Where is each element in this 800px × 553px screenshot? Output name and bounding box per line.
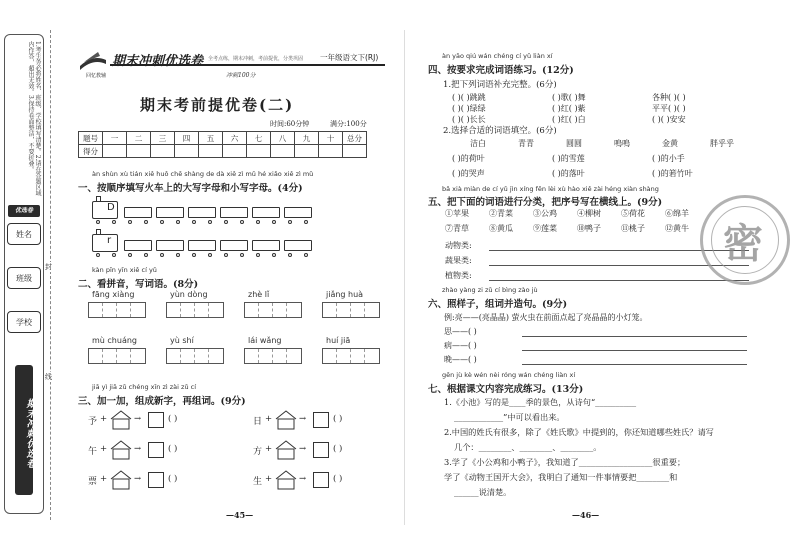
word-choices [470,138,750,150]
page-number-left: —45— [226,510,254,520]
train-upper [92,197,402,227]
q7-pinyin: gēn jù kè wén nèi róng wán chéng liàn xí [442,371,576,379]
q5-heading: 五、把下面的词语进行分类，把序号写在横线上。(9分) [428,197,663,208]
train-wagon[interactable] [124,240,152,251]
train-wheel [288,253,292,257]
word-pinyin: zhè lǐ [248,290,270,299]
train-wagon[interactable] [252,207,280,218]
train-wheel [224,220,228,224]
classify-item: ③公鸡 [533,209,557,218]
exam-notes: 1.考生务必将姓名、班级、学校填写清楚。2.请在答题区域内作答，超出无效。3.保持卷面整洁，不要折叠。 [27,41,41,197]
component-char: 方 [253,447,263,457]
score-header-cell: 三 [151,132,175,145]
arrow-sign: → [299,474,307,484]
classify-item: ⑧黄瓜 [489,224,513,233]
component-char: 日 [253,417,263,427]
word-stem[interactable]: 思——( ) [444,327,477,336]
answer-box[interactable] [313,442,329,458]
score-header-cell: 八 [271,132,295,145]
train-wheel [112,253,116,257]
word-choice: 嗚嗚 [614,139,630,148]
q1-heading: 一、按顺序填写火车上的大写字母和小写字母。(4分) [78,183,303,194]
train-wheel [224,253,228,257]
char-box[interactable] [244,348,302,364]
train-wheel [192,253,196,257]
score-header-cell: 总分 [343,132,367,145]
char-box[interactable] [166,348,224,364]
score-header-cell: 六 [223,132,247,145]
score-cell[interactable] [271,145,295,158]
classify-item: ⑦青草 [445,224,469,233]
char-box[interactable] [244,302,302,318]
char-box[interactable] [322,348,380,364]
word-pinyin: yù shí [170,336,194,345]
train-wheel [96,220,100,224]
char-box[interactable] [166,302,224,318]
plus-sign: + [265,474,273,484]
component-char: 予 [88,417,98,427]
q7-lines [444,397,774,507]
passage-line[interactable]: ______说清楚。 [454,487,512,497]
word-choice: 洁白 [470,139,486,148]
passage-line[interactable]: 几个：________、________、________。 [454,442,602,452]
page-divider [404,30,405,525]
stamp-char: 密 [723,220,763,267]
word-stem[interactable]: 病——( ) [444,341,477,350]
name-field[interactable]: 姓名 [7,223,41,245]
page-title: 期末考前提优卷(二) [140,96,295,114]
train-wheel [176,220,180,224]
sentence-line[interactable] [522,364,747,365]
q5-pinyin: bǎ xià miàn de cí yǔ jìn xíng fēn lèi xù hào xiě zài héng xiàn shàng [442,185,659,193]
house-box-icon[interactable] [275,440,297,460]
score-cell[interactable] [223,145,247,158]
q6-pinyin: zhào yàng zi zǔ cí bìng zào jù [442,286,538,294]
word-blank[interactable]: ( ) [168,444,178,454]
word-pinyin: mù chuáng [92,336,137,345]
score-header-cell: 四 [175,132,199,145]
passage-line[interactable]: 学了《动物王国开大会》，我明白了通知一件事情要把________和 [444,472,678,482]
score-header-cell: 二 [127,132,151,145]
score-header-cell: 题号 [79,132,103,145]
train-wheel [176,253,180,257]
school-field[interactable]: 学校 [7,311,41,333]
q4-pinyin: àn yāo qiú wán chéng cí yǔ liàn xí [442,52,553,60]
q4-sub2: 2.选择合适的词语填空。(6分) [443,126,557,136]
train-wagon[interactable] [284,207,312,218]
fill-word-item[interactable]: 平平( )( ) [652,104,686,113]
q2-pinyin: kàn pīn yīn xiě cí yǔ [92,266,157,274]
brand-logo [78,50,108,72]
word-pinyin: jiǎng huà [326,290,364,299]
train-wheel [288,220,292,224]
word-blank[interactable]: ( ) [168,474,178,484]
header-publisher: 回忆教辅 [86,73,107,79]
train-wheel [256,253,260,257]
passage-line[interactable]: 2.中国的姓氏有很多，除了《姓氏歌》中提到的，你还知道哪些姓氏？请写 [444,427,714,437]
q6-example: 例:亮——(亮晶晶) 萤火虫在前面点起了亮晶晶的小灯笼。 [444,313,648,322]
word-blank[interactable]: ( ) [168,414,178,424]
choice-blank[interactable]: ( )的小手 [652,154,685,163]
chimney [96,229,101,235]
q6-heading: 六、照样子，组词并造句。(9分) [428,299,568,310]
house-box-icon[interactable] [110,440,132,460]
header-rule [110,64,385,66]
classify-item: ⑤荷花 [621,209,645,218]
q3-heading: 三、加一加，组成新字，再组词。(9分) [78,396,246,407]
train-wheel [304,220,308,224]
category-label: 植物类: [445,271,472,280]
q4-heading: 四、按要求完成词语练习。(12分) [428,65,574,76]
choice-blanks [452,153,752,183]
train-wagon[interactable] [284,240,312,251]
word-pinyin: huí jiā [326,336,351,345]
train-wagon[interactable] [220,207,248,218]
train-wheel [272,253,276,257]
score-header-cell: 十 [319,132,343,145]
train-wheel [96,253,100,257]
train-wheel [192,220,196,224]
score-cell[interactable] [103,145,127,158]
fill-words [452,92,752,122]
score-header-cell: 九 [295,132,319,145]
train-wheel [128,220,132,224]
add-char-area [88,410,398,510]
score-cell[interactable] [319,145,343,158]
score-header-cell: 一 [103,132,127,145]
fill-word-item[interactable]: ( )红( )紫 [552,104,586,113]
train-wheel [112,220,116,224]
chimney [96,196,101,202]
train-wheel [272,220,276,224]
arrow-sign: → [299,414,307,424]
category-label: 动物类: [445,241,472,250]
header-brand: 期末冲刺优选卷 [112,54,204,69]
word-blank[interactable]: ( ) [333,414,343,424]
exam-score: 满分:100分 [330,120,367,128]
fill-word-item[interactable]: ( )( )安安 [652,115,686,124]
classify-item: ①苹果 [445,209,469,218]
classify-item: ⑨莲菜 [533,224,557,233]
passage-line[interactable]: 3.学了《小公鸡和小鸭子》，我知道了__________________很重要； [444,457,686,467]
fill-word-item[interactable]: ( )红( )白 [552,115,586,124]
category-label: 蔬果类: [445,256,472,265]
score-cell[interactable] [295,145,319,158]
component-char: 票 [88,477,98,487]
answer-box[interactable] [148,412,164,428]
train-wheel [208,253,212,257]
char-box[interactable] [322,302,380,318]
answer-box[interactable] [313,412,329,428]
header-slogan: 全考点练，期末冲刺，考前提优，分类巩固 [208,56,304,62]
score-cell[interactable] [127,145,151,158]
header-subtitle: 冲刺100分 [226,72,256,79]
train-letter: D [107,202,115,213]
answer-box[interactable] [148,472,164,488]
train-wagon[interactable] [188,240,216,251]
train-wagon[interactable] [220,240,248,251]
score-cell[interactable] [151,145,175,158]
fill-word-item[interactable]: ( )( )绿绿 [452,104,486,113]
train-wheel [144,253,148,257]
train-wheel [160,220,164,224]
score-cell[interactable] [247,145,271,158]
train-letter: r [107,235,112,246]
fill-word-item[interactable]: ( )歌( )舞 [552,93,586,102]
answer-line[interactable] [489,280,749,281]
binding-sidebar [4,34,44,514]
train-lower [92,230,402,260]
passage-line[interactable]: 1.《小池》写的是____季的景色，从诗句“__________ [444,397,637,407]
passage-line[interactable]: ____________”中可以看出来。 [454,412,565,422]
train-wagon[interactable] [124,207,152,218]
answer-box[interactable] [148,442,164,458]
train-wagon[interactable] [188,207,216,218]
sidebar-logo-band: 优选卷 [8,205,40,217]
score-cell[interactable] [199,145,223,158]
plus-sign: + [100,444,108,454]
q2-heading: 二、看拼音，写词语。(8分) [78,279,199,290]
train-wheel [304,253,308,257]
train-wagon[interactable] [156,207,184,218]
plus-sign: + [100,414,108,424]
house-box-icon[interactable] [110,470,132,490]
component-char: 生 [253,477,263,487]
classify-item: ⑥绵羊 [665,209,689,218]
word-blank[interactable]: ( ) [333,444,343,454]
word-choice: 胖乎乎 [710,139,734,148]
word-choice: 金黄 [662,139,678,148]
score-header-cell: 七 [247,132,271,145]
classify-item: ⑩鸭子 [577,224,601,233]
score-table [78,131,367,158]
fill-word-item[interactable]: ( )( )长长 [452,115,486,124]
pinyin-grid [88,290,398,380]
grade-label: 一年级语文下(RJ) [320,52,378,65]
plus-sign: + [265,414,273,424]
score-cell[interactable] [343,145,367,158]
locomotive [92,201,118,219]
page-number-right: —46— [572,510,600,520]
fill-word-item[interactable]: ( )( )跳跳 [452,93,486,102]
word-blank[interactable]: ( ) [333,474,343,484]
answer-box[interactable] [313,472,329,488]
word-pinyin: yùn dòng [170,290,208,299]
train-wheel [240,220,244,224]
word-choice: 圆圆 [566,139,582,148]
seal-line [50,30,51,520]
secret-stamp [700,195,790,285]
word-choice: 青青 [518,139,534,148]
book-logo-icon [78,50,108,72]
classify-item: ⑫黄牛 [665,224,689,233]
sentence-line[interactable] [522,350,747,351]
arrow-sign: → [134,444,142,454]
train-wagon[interactable] [156,240,184,251]
score-cell[interactable] [175,145,199,158]
q4-sub1: 1.把下列词语补充完整。(6分) [443,80,557,90]
q6-items [444,326,754,368]
exam-time: 时间:60分钟 [270,120,310,128]
word-stem[interactable]: 晚——( ) [444,355,477,364]
train-wheel [128,253,132,257]
fill-word-item[interactable]: 各种( )( ) [652,93,686,102]
train-wheel [240,253,244,257]
score-header-cell: 五 [199,132,223,145]
arrow-sign: → [134,414,142,424]
plus-sign: + [265,444,273,454]
char-box[interactable] [88,348,146,364]
q7-heading: 七、根据课文内容完成练习。(13分) [428,384,584,395]
plus-sign: + [100,474,108,484]
sentence-line[interactable] [522,336,747,337]
train-wheel [208,220,212,224]
char-box[interactable] [88,302,146,318]
locomotive [92,234,118,252]
house-box-icon[interactable] [275,410,297,430]
train-wheel [144,220,148,224]
choice-blank[interactable]: ( )的箬竹叶 [652,169,693,178]
sidebar-brand: 期末冲刺优选卷 [15,365,33,495]
q1-pinyin: àn shùn xù tián xiě huǒ chē shàng de dà xiě zì mǔ hé xiǎo xiě zì mǔ [92,170,314,178]
classify-item: ⑪桃子 [621,224,645,233]
train-wagon[interactable] [252,240,280,251]
word-pinyin: lái wǎng [248,336,282,345]
train-wheel [160,253,164,257]
q3-pinyin: jiā yì jiā zǔ chéng xīn zì zài zǔ cí [92,383,197,391]
classify-item: ②青菜 [489,209,513,218]
house-box-icon[interactable] [275,470,297,490]
seal-char-1: 封 [45,263,52,271]
choice-blank[interactable]: ( )的雪莲 [552,154,585,163]
component-char: 午 [88,447,98,457]
choice-blank[interactable]: ( )的落叶 [552,169,585,178]
arrow-sign: → [299,444,307,454]
choice-blank[interactable]: ( )的哭声 [452,169,485,178]
arrow-sign: → [134,474,142,484]
seal-char-2: 线 [45,373,52,381]
classify-item: ④柳树 [577,209,601,218]
class-field[interactable]: 班级 [7,267,41,289]
choice-blank[interactable]: ( )的荷叶 [452,154,485,163]
score-row-label: 得分 [79,145,103,158]
word-pinyin: fāng xiàng [92,290,135,299]
house-box-icon[interactable] [110,410,132,430]
train-wheel [256,220,260,224]
